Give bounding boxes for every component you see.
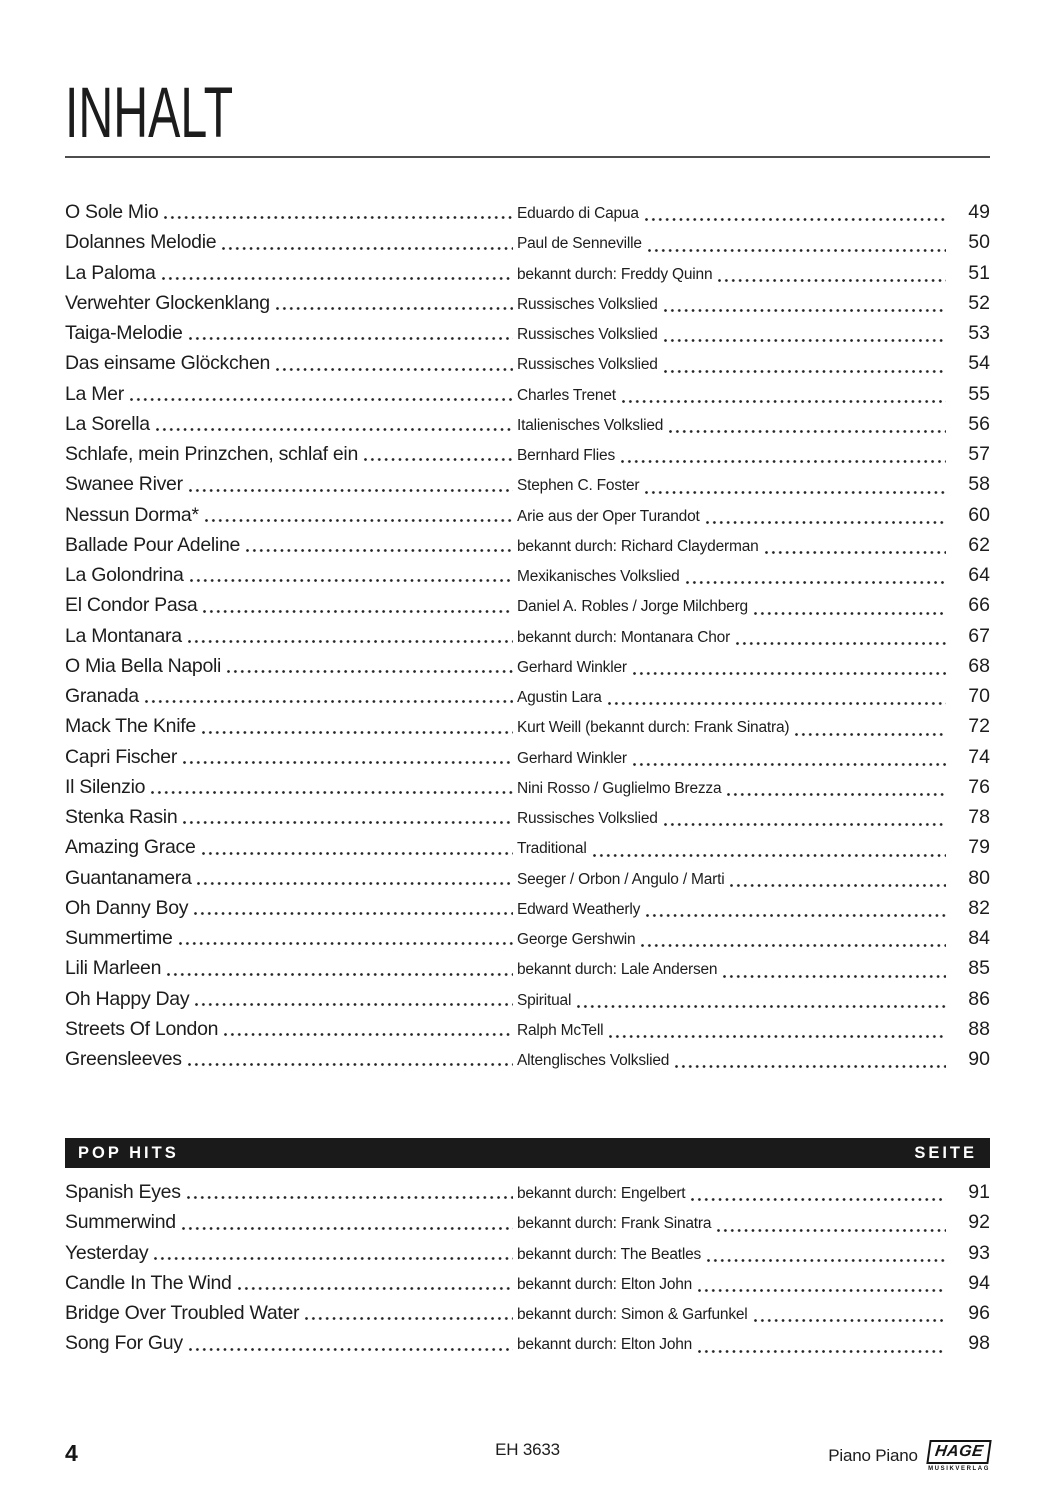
dot-leader [183, 761, 513, 764]
song-title: Verwehter Glockenklang [65, 291, 270, 314]
composer-credit: Gerhard Winkler [517, 658, 627, 676]
toc-row [65, 1328, 990, 1358]
song-title: Taiga-Melodie [65, 322, 183, 344]
toc-row [65, 500, 990, 530]
song-title: Stenka Rasin [65, 806, 178, 828]
composer-credit: bekannt durch: Elton John [517, 1336, 693, 1354]
page-number: 52 [968, 291, 990, 314]
dot-leader [727, 793, 946, 796]
page-number: 53 [968, 322, 990, 344]
dot-leader [686, 581, 946, 584]
page-number: 55 [968, 382, 990, 405]
composer-credit: Mexikanisches Volkslied [517, 568, 680, 585]
dot-leader [669, 430, 946, 433]
page-number: 60 [968, 503, 990, 526]
dot-leader [622, 400, 946, 403]
toc-row [65, 258, 990, 288]
page-number: 91 [968, 1181, 990, 1203]
song-title: Ballade Pour Adeline [65, 533, 241, 556]
dot-leader [188, 1063, 513, 1066]
song-title: La Montanara [65, 624, 182, 647]
dot-leader [717, 1229, 946, 1232]
toc-row [65, 318, 990, 348]
toc-row [65, 409, 990, 439]
dot-leader [227, 670, 513, 673]
composer-credit: Stephen C. Foster [517, 477, 640, 495]
toc-row [65, 953, 990, 983]
toc-row [65, 288, 990, 318]
song-title: La Mer [65, 382, 124, 405]
composer-credit: George Gershwin [517, 931, 636, 948]
dot-leader [664, 339, 946, 342]
dot-leader [224, 1033, 513, 1036]
toc-row [65, 832, 990, 862]
dot-leader [202, 731, 513, 734]
page-number: 88 [968, 1017, 990, 1040]
song-title: La Paloma [65, 261, 156, 284]
page-number: 76 [968, 775, 990, 798]
song-title: Summerwind [65, 1211, 176, 1234]
dot-leader [182, 1227, 513, 1230]
page-number: 54 [968, 352, 990, 375]
dot-leader [641, 944, 946, 947]
page-number: 68 [968, 654, 990, 677]
song-title: Yesterday [65, 1241, 149, 1264]
song-title: Guantanamera [65, 866, 192, 889]
dot-leader [189, 337, 514, 340]
toc-row [65, 530, 990, 560]
toc-row [65, 1207, 990, 1237]
toc-row [65, 348, 990, 378]
toc-pop-hits-list [65, 1177, 990, 1359]
song-title: Streets Of London [65, 1017, 219, 1040]
song-title: La Sorella [65, 412, 150, 435]
dot-leader [205, 519, 513, 522]
composer-credit: bekannt durch: Frank Sinatra [517, 1215, 712, 1233]
pop-hits-header-bar [65, 1138, 990, 1168]
song-title: Mack The Knife [65, 715, 196, 738]
composer-credit: Russisches Volkslied [517, 356, 658, 374]
composer-credit: Russisches Volkslied [517, 326, 658, 343]
dot-leader [162, 277, 513, 280]
dot-leader [795, 733, 946, 736]
dot-leader [633, 672, 946, 675]
dot-leader [698, 1350, 946, 1353]
toc-main-list [65, 197, 990, 1074]
dot-leader [189, 1348, 513, 1351]
title-rule [65, 156, 990, 158]
dot-leader [202, 852, 514, 855]
dot-leader [167, 973, 513, 976]
page-number: 86 [968, 987, 990, 1010]
toc-row [65, 1298, 990, 1328]
page-number: 70 [968, 685, 990, 707]
composer-credit: bekannt durch: Lale Andersen [517, 961, 718, 979]
dot-leader [577, 1005, 946, 1008]
composer-credit: Agustin Lara [517, 689, 602, 706]
composer-credit: Charles Trenet [517, 386, 616, 404]
dot-leader [154, 1257, 513, 1260]
composer-credit: Traditional [517, 840, 587, 858]
composer-credit: Bernhard Flies [517, 447, 615, 464]
toc-row [65, 621, 990, 651]
page-number: 56 [968, 412, 990, 435]
dot-leader [648, 249, 946, 252]
composer-credit: Nini Rosso / Guglielmo Brezza [517, 779, 722, 797]
toc-row [65, 469, 990, 499]
toc-row [65, 923, 990, 953]
dot-leader [130, 398, 513, 401]
page-number: 66 [968, 594, 990, 617]
dot-leader [145, 700, 513, 703]
page-number: 94 [968, 1271, 990, 1294]
page-number: 74 [968, 745, 990, 768]
toc-row [65, 1044, 990, 1074]
toc-row [65, 439, 990, 469]
dot-leader [190, 579, 513, 582]
page-number: 49 [968, 201, 990, 223]
page-footer [65, 1440, 990, 1472]
hage-publisher-logo [928, 1440, 990, 1472]
toc-row [65, 893, 990, 923]
toc-row [65, 863, 990, 893]
footer-publisher-area [828, 1440, 990, 1472]
toc-row [65, 590, 990, 620]
dot-leader [189, 489, 513, 492]
song-title: Lili Marleen [65, 957, 162, 980]
dot-leader [608, 702, 946, 705]
composer-credit: bekannt durch: Simon & Garfunkel [517, 1306, 748, 1323]
hage-logo-box: HAGE [926, 1440, 992, 1464]
toc-row [65, 379, 990, 409]
page-number: 92 [968, 1211, 990, 1234]
composer-credit: Altenglisches Volkslied [517, 1052, 670, 1069]
song-title: Candle In The Wind [65, 1271, 232, 1294]
dot-leader [646, 914, 946, 917]
dot-leader [183, 821, 513, 824]
dot-leader [664, 370, 946, 373]
song-title: Il Silenzio [65, 775, 146, 798]
hage-logo-subtext: MUSIKVERLAG [928, 1465, 990, 1472]
composer-credit: bekannt durch: Richard Clayderman [517, 537, 759, 555]
page-number: 80 [968, 866, 990, 889]
dot-leader [765, 551, 946, 554]
toc-row [65, 1014, 990, 1044]
composer-credit: bekannt durch: Elton John [517, 1275, 693, 1293]
song-title: Granada [65, 685, 139, 707]
dot-leader [164, 216, 513, 219]
toc-row [65, 197, 990, 227]
song-title: Capri Fischer [65, 745, 178, 768]
composer-credit: Arie aus der Oper Turandot [517, 507, 700, 525]
song-title: La Golondrina [65, 564, 184, 586]
toc-row [65, 742, 990, 772]
song-title: Das einsame Glöckchen [65, 352, 271, 375]
dot-leader [706, 521, 946, 524]
composer-credit: bekannt durch: Freddy Quinn [517, 265, 713, 283]
dot-leader [195, 1003, 513, 1006]
dot-leader [246, 549, 513, 552]
dot-leader [179, 942, 513, 945]
composer-credit: Daniel A. Robles / Jorge Milchberg [517, 598, 748, 616]
composer-credit: Spiritual [517, 991, 572, 1009]
toc-row [65, 1238, 990, 1268]
dot-leader [194, 912, 513, 915]
composer-credit: Eduardo di Capua [517, 205, 639, 222]
composer-credit: Ralph McTell [517, 1021, 604, 1039]
dot-leader [238, 1287, 513, 1290]
song-title: Summertime [65, 927, 173, 949]
toc-row [65, 681, 990, 711]
song-title: Song For Guy [65, 1332, 183, 1355]
composer-credit: bekannt durch: Montanara Chor [517, 628, 731, 646]
page-number: 50 [968, 231, 990, 254]
dot-leader [707, 1259, 946, 1262]
song-title: Bridge Over Troubled Water [65, 1302, 300, 1324]
dot-leader [633, 763, 946, 766]
dot-leader [197, 882, 513, 885]
dot-leader [187, 1196, 513, 1199]
toc-row [65, 651, 990, 681]
dot-leader [675, 1065, 946, 1068]
dot-leader [364, 458, 513, 461]
composer-credit: bekannt durch: Engelbert [517, 1185, 686, 1202]
dot-leader [645, 218, 946, 221]
page-number: 57 [968, 443, 990, 465]
dot-leader [754, 612, 946, 615]
toc-row [65, 560, 990, 590]
dot-leader [222, 247, 513, 250]
page-number: 85 [968, 957, 990, 980]
page-number: 93 [968, 1241, 990, 1264]
dot-leader [276, 307, 513, 310]
song-title: Amazing Grace [65, 836, 196, 859]
dot-leader [156, 428, 513, 431]
dot-leader [730, 884, 946, 887]
song-title: Oh Danny Boy [65, 896, 189, 919]
song-title: Nessun Dorma* [65, 503, 199, 526]
dot-leader [664, 823, 946, 826]
song-title: Swanee River [65, 473, 183, 496]
pop-hits-page-column-label: SEITE [914, 1143, 977, 1162]
composer-credit: Kurt Weill (bekannt durch: Frank Sinatra) [517, 719, 790, 737]
footer-edition-number: EH 3633 [495, 1440, 560, 1459]
dot-leader [305, 1317, 513, 1320]
page-number: 90 [968, 1048, 990, 1070]
dot-leader [645, 491, 946, 494]
composer-credit: Seeger / Orbon / Angulo / Marti [517, 870, 725, 888]
page-number: 67 [968, 624, 990, 647]
dot-leader [276, 368, 513, 371]
toc-row [65, 1177, 990, 1207]
dot-leader [736, 642, 946, 645]
footer-series-title: Piano Piano [828, 1446, 918, 1465]
toc-row [65, 802, 990, 832]
dot-leader [151, 791, 513, 794]
dot-leader [723, 975, 946, 978]
composer-credit: Paul de Senneville [517, 235, 642, 253]
song-title: Schlafe, mein Prinzchen, schlaf ein [65, 443, 358, 465]
page-number: 82 [968, 896, 990, 919]
dot-leader [593, 854, 946, 857]
dot-leader [664, 309, 946, 312]
page-number: 79 [968, 836, 990, 859]
page-number: 78 [968, 806, 990, 828]
song-title: Oh Happy Day [65, 987, 190, 1010]
toc-row [65, 772, 990, 802]
composer-credit: Italienisches Volkslied [517, 416, 664, 434]
composer-credit: Edward Weatherly [517, 900, 641, 918]
dot-leader [203, 610, 513, 613]
page-number: 58 [968, 473, 990, 496]
song-title: O Sole Mio [65, 201, 159, 223]
dot-leader [698, 1289, 946, 1292]
dot-leader [621, 460, 946, 463]
song-title: Spanish Eyes [65, 1181, 181, 1203]
dot-leader [188, 640, 513, 643]
composer-credit: Gerhard Winkler [517, 749, 627, 767]
page-number: 96 [968, 1302, 990, 1324]
song-title: O Mia Bella Napoli [65, 654, 222, 677]
page-number: 98 [968, 1332, 990, 1355]
toc-row [65, 1268, 990, 1298]
toc-row [65, 711, 990, 741]
page-number: 62 [968, 533, 990, 556]
composer-credit: bekannt durch: The Beatles [517, 1245, 702, 1263]
toc-row [65, 984, 990, 1014]
song-title: Dolannes Melodie [65, 231, 217, 254]
page-number: 51 [968, 261, 990, 284]
pop-hits-section-title: POP HITS [78, 1143, 179, 1162]
dot-leader [754, 1319, 946, 1322]
composer-credit: Russisches Volkslied [517, 295, 658, 313]
page-number: 72 [968, 715, 990, 738]
song-title: Greensleeves [65, 1048, 182, 1070]
toc-row [65, 227, 990, 257]
song-title: El Condor Pasa [65, 594, 198, 617]
dot-leader [609, 1035, 946, 1038]
composer-credit: Russisches Volkslied [517, 810, 658, 827]
dot-leader [691, 1198, 946, 1201]
page-number: 84 [968, 927, 990, 949]
page-number: 64 [968, 564, 990, 586]
footer-page-number: 4 [65, 1440, 78, 1466]
dot-leader [718, 279, 946, 282]
page-title: INHALT [65, 74, 234, 153]
